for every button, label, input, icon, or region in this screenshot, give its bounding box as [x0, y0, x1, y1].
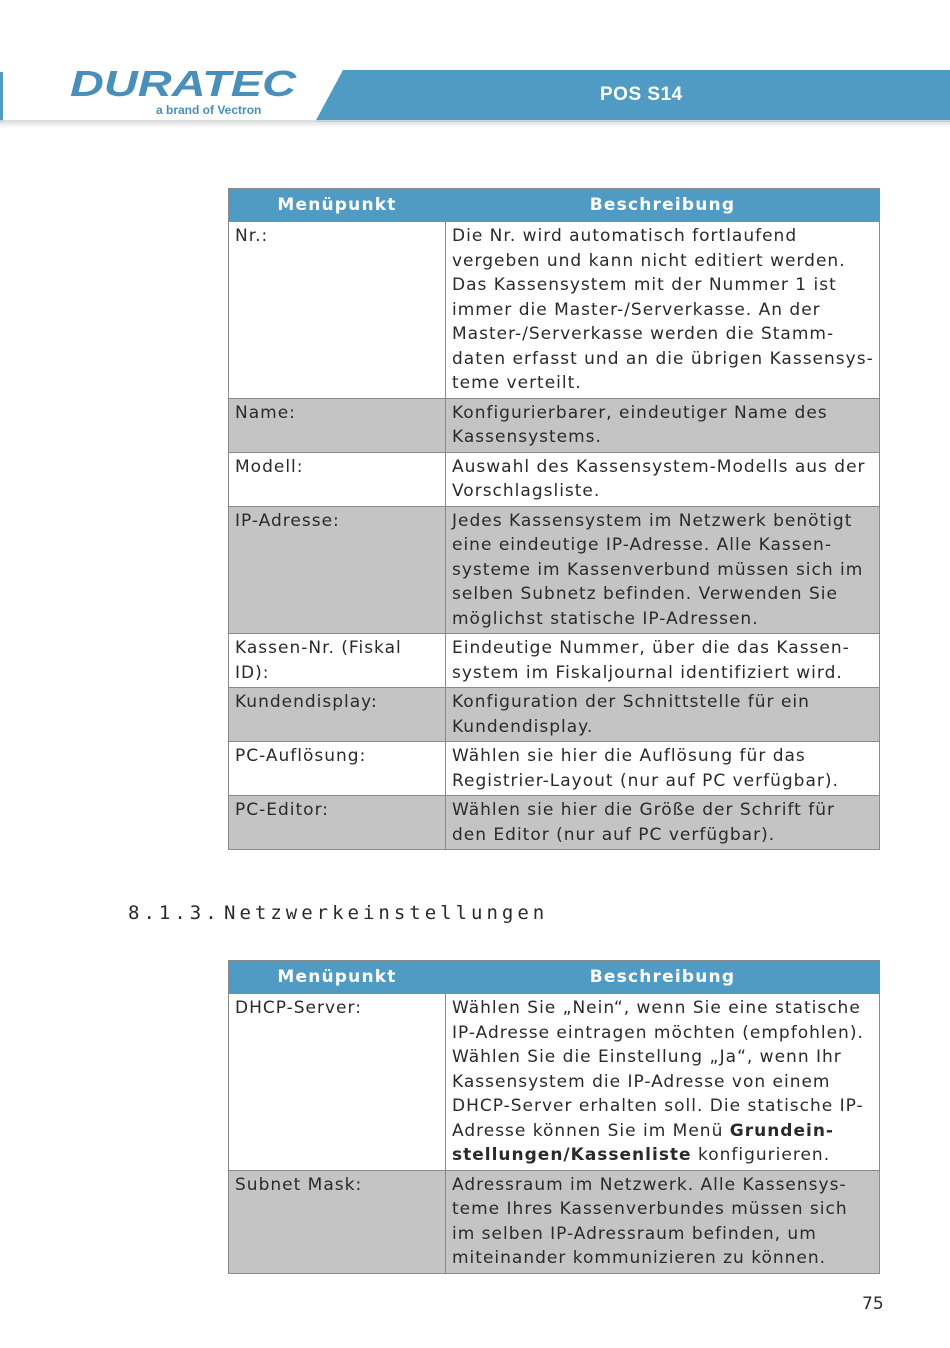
- column-header-beschreibung: Beschreibung: [446, 189, 880, 222]
- menu-item-cell: Modell:: [229, 452, 446, 506]
- table-row: [229, 796, 880, 850]
- duratec-logo: [70, 66, 300, 102]
- table-row: [229, 398, 880, 452]
- description-cell: Konfigurierbarer, eindeutiger Name des Kassensystems.: [446, 398, 880, 452]
- table-row: [229, 452, 880, 506]
- section-heading: [128, 902, 548, 924]
- description-text-end: konfigurieren.: [691, 1145, 831, 1165]
- page-header: [0, 0, 950, 130]
- column-header-menuepunkt: Menüpunkt: [229, 189, 446, 222]
- description-cell: Adressraum im Netzwerk. Alle Kassensysteme Ihres Kassenverbundes müssen sich im selben IP-Adressraum befinden, um miteinander kommunizieren zu können.: [446, 1170, 880, 1273]
- table-row: [229, 994, 880, 1171]
- logo-wordmark: DURATEC: [70, 66, 298, 102]
- menu-item-cell: PC-Editor:: [229, 796, 446, 850]
- menu-item-cell: Kundendisplay:: [229, 688, 446, 742]
- description-cell: Jedes Kassensystem im Netzwerk benötigt eine eindeutige IP-Adresse. Alle Kassensysteme im Kassenverbund müssen sich im selben Subnetz befinden. Verwenden Sie möglichst statische IP-Adressen.: [446, 506, 880, 634]
- description-cell: Konfiguration der Schnittstelle für ein Kundendisplay.: [446, 688, 880, 742]
- column-header-beschreibung: Beschreibung: [446, 961, 880, 994]
- table-row: [229, 1170, 880, 1273]
- section-number: 8.1.3.: [128, 902, 221, 924]
- table-header-row: [229, 189, 880, 222]
- menu-item-cell: IP-Adresse:: [229, 506, 446, 634]
- menu-item-cell: Subnet Mask:: [229, 1170, 446, 1273]
- table-row: [229, 222, 880, 399]
- menu-item-cell: PC-Auflösung:: [229, 742, 446, 796]
- menu-path-reference: Grundeinstellungen/Kassenliste: [452, 1120, 833, 1165]
- header-shadow: [0, 120, 950, 128]
- table-row: [229, 506, 880, 634]
- description-cell: Die Nr. wird automatisch fortlaufend vergeben und kann nicht editiert werden. Das Kassensystem mit der Nummer 1 ist immer die Master-/Serverkasse. An der Master-/Serverkasse werden die Stammdaten erfasst und an die übrigen Kassensysteme verteilt.: [446, 222, 880, 399]
- table-row: [229, 688, 880, 742]
- menu-table-netzwerk: [228, 960, 880, 1274]
- table-row: [229, 742, 880, 796]
- header-edge-accent: [0, 72, 3, 122]
- description-cell: Eindeutige Nummer, über die das Kassensystem im Fiskaljournal identifiziert wird.: [446, 634, 880, 688]
- table-row: [229, 634, 880, 688]
- section-title: Netzwerkeinstellungen: [224, 902, 549, 924]
- menu-item-cell: Nr.:: [229, 222, 446, 399]
- menu-item-cell: Kassen-Nr. (Fiskal ID):: [229, 634, 446, 688]
- column-header-menuepunkt: Menüpunkt: [229, 961, 446, 994]
- logo-subtitle: a brand of Vectron: [156, 103, 262, 117]
- description-text: Wählen Sie „Nein“, wenn Sie eine statische IP-Adresse eintragen möchten (empfohlen). Wählen Sie die Einstellung „Ja“, wenn Ihr Kassensystem die IP-Adresse von einem DHCP-Server erhalten soll. Die statische IP-Adresse können Sie im Menü: [452, 998, 864, 1141]
- description-cell: Wählen sie hier die Größe der Schrift für den Editor (nur auf PC verfügbar).: [446, 796, 880, 850]
- description-cell: [446, 994, 880, 1171]
- page-number: 75: [862, 1294, 884, 1314]
- product-title: POS S14: [600, 84, 683, 105]
- table-header-row: [229, 961, 880, 994]
- menu-table-kassenliste: [228, 188, 880, 850]
- description-cell: Auswahl des Kassensystem-Modells aus der Vorschlagsliste.: [446, 452, 880, 506]
- menu-item-cell: DHCP-Server:: [229, 994, 446, 1171]
- description-cell: Wählen sie hier die Auflösung für das Registrier-Layout (nur auf PC verfügbar).: [446, 742, 880, 796]
- menu-item-cell: Name:: [229, 398, 446, 452]
